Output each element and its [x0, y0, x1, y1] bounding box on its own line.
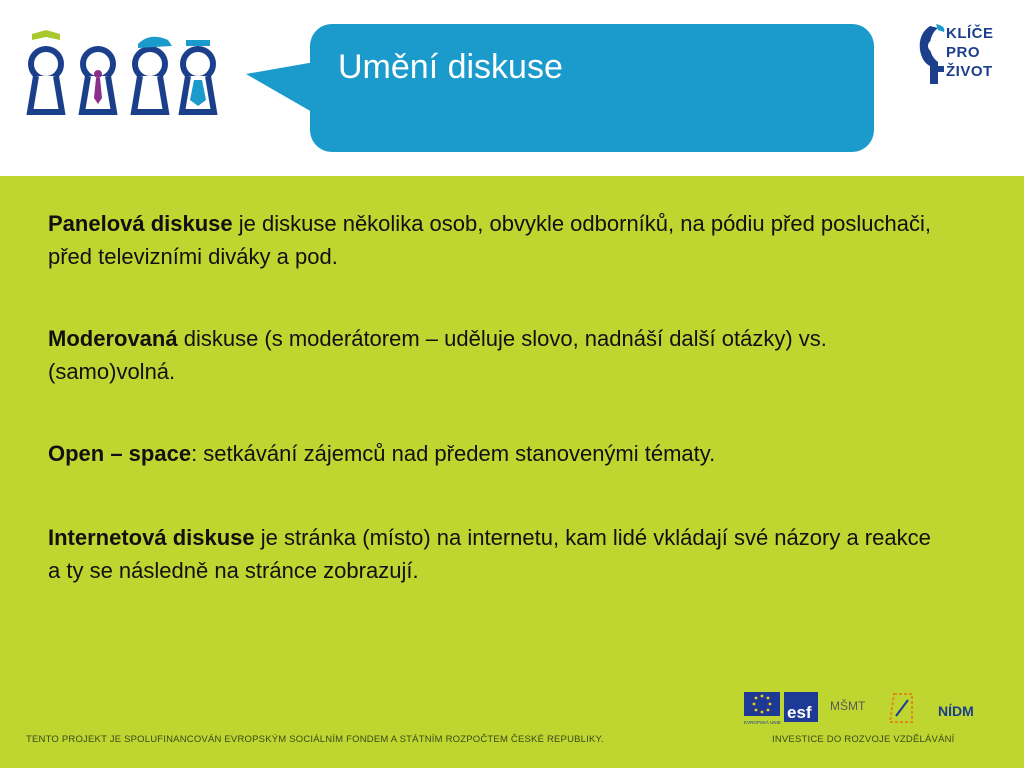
eu-label: EVROPSKÁ UNIE [744, 720, 781, 725]
term: Internetová diskuse [48, 525, 255, 550]
esf-logo-icon [784, 692, 818, 722]
paragraph-open-space [48, 437, 948, 470]
title-bubble [310, 24, 874, 152]
keyhole-figure-icon [82, 49, 114, 112]
paragraph-panelova [48, 207, 948, 273]
keyhole-figure-icon [134, 49, 166, 112]
esf-label: esf [787, 703, 812, 722]
nidm-label: NÍDM [938, 703, 974, 719]
funding-logos [744, 688, 1000, 728]
nidm-logo-icon [938, 703, 974, 719]
eu-flag-icon [744, 692, 781, 725]
operational-programme-logo-icon [890, 694, 912, 722]
keyholes-logo [26, 24, 222, 116]
slide-header [0, 0, 1024, 176]
logo-text-line: PRO [946, 44, 981, 61]
footer-slogan: INVESTICE DO ROZVOJE VZDĚLÁVÁNÍ [772, 734, 955, 745]
footer-funding-note: TENTO PROJEKT JE SPOLUFINANCOVÁN EVROPSKÝM SOCIÁLNÍM FONDEM A STÁTNÍM ROZPOČTEM ČESKÉ REPUBLIKY. [26, 734, 604, 745]
definition: je diskuse několika osob, obvykle odborníků, na pódiu před posluchači, před televizními diváky a pod. [48, 211, 931, 269]
msmt-logo-icon [830, 698, 866, 713]
definition: je stránka (místo) na internetu, kam lidé vkládají své názory a reakce a ty se následně na stránce zobrazují. [48, 525, 931, 583]
term: Panelová diskuse [48, 211, 233, 236]
logo-text-line: ŽIVOT [946, 63, 993, 80]
klice-pro-zivot-text [946, 24, 994, 81]
slide-title: Umění diskuse [338, 48, 563, 86]
slide-content [0, 176, 1024, 768]
msmt-label: MŠMT [830, 699, 866, 713]
term: Moderovaná [48, 326, 178, 351]
term: Open – space [48, 441, 192, 466]
definition: : setkávání zájemců nad předem stanovenými tématy. [191, 441, 716, 466]
keyhole-figure-icon [30, 30, 62, 112]
definition: diskuse (s moderátorem – uděluje slovo, nadnáší další otázky) vs. (samo)volná. [48, 326, 827, 384]
logo-text-line: KLÍČE [946, 25, 994, 42]
paragraph-moderovana [48, 322, 948, 388]
paragraph-internetova [48, 521, 948, 587]
